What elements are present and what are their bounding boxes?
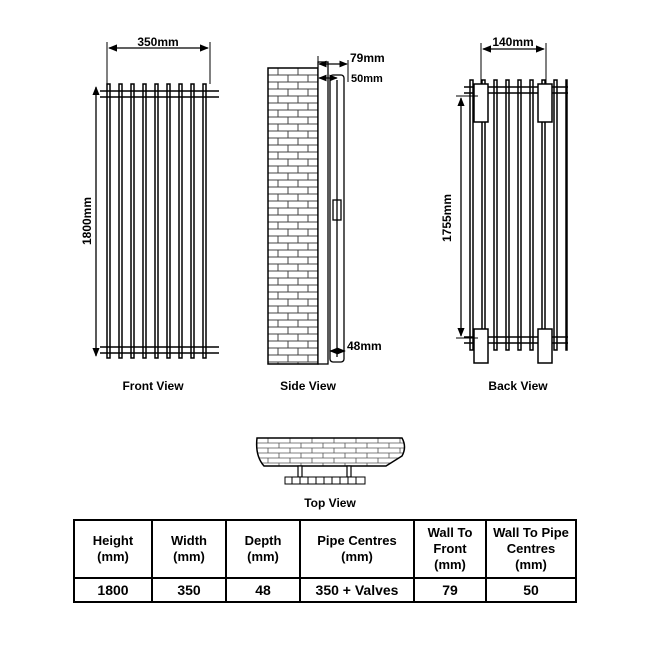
spec-value-pipe-centres: 350 + Valves bbox=[300, 578, 414, 602]
side-depth-label: 48mm bbox=[347, 339, 382, 353]
back-view-caption: Back View bbox=[488, 379, 548, 393]
brick-wall bbox=[268, 68, 318, 364]
spec-header-depth: Depth (mm) bbox=[226, 520, 300, 578]
spec-value-wall-to-pipe-centres: 50 bbox=[486, 578, 576, 602]
front-height-label: 1800mm bbox=[80, 196, 94, 246]
top-view-wall bbox=[257, 438, 405, 466]
side-wall-to-front-label: 79mm bbox=[350, 51, 385, 65]
top-view-brackets bbox=[298, 466, 351, 477]
spec-header-height: Height (mm) bbox=[74, 520, 152, 578]
spec-header-wall-to-front: Wall To Front (mm) bbox=[414, 520, 486, 578]
specification-table bbox=[73, 519, 577, 603]
back-view bbox=[440, 35, 568, 393]
side-view-caption: Side View bbox=[280, 379, 336, 393]
top-view-caption: Top View bbox=[304, 496, 356, 510]
spec-value-depth: 48 bbox=[226, 578, 300, 602]
back-width-label: 140mm bbox=[492, 35, 534, 49]
side-view bbox=[268, 51, 385, 393]
front-radiator bbox=[100, 84, 219, 358]
front-width-label: 350mm bbox=[137, 35, 179, 49]
side-radiator bbox=[318, 62, 344, 364]
spec-header-row bbox=[74, 520, 576, 578]
front-view-caption: Front View bbox=[122, 379, 184, 393]
spec-value-width: 350 bbox=[152, 578, 226, 602]
side-wall-to-pipe-label: 50mm bbox=[351, 73, 383, 85]
spec-header-wall-to-pipe-centres: Wall To Pipe Centres (mm) bbox=[486, 520, 576, 578]
top-view bbox=[257, 438, 405, 510]
spec-header-pipe-centres: Pipe Centres (mm) bbox=[300, 520, 414, 578]
spec-header-width: Width (mm) bbox=[152, 520, 226, 578]
spec-value-row bbox=[74, 578, 576, 602]
spec-value-height: 1800 bbox=[74, 578, 152, 602]
spec-value-wall-to-front: 79 bbox=[414, 578, 486, 602]
back-height-label: 1755mm bbox=[440, 193, 454, 243]
front-view bbox=[80, 35, 219, 393]
top-view-radiator bbox=[285, 477, 365, 484]
